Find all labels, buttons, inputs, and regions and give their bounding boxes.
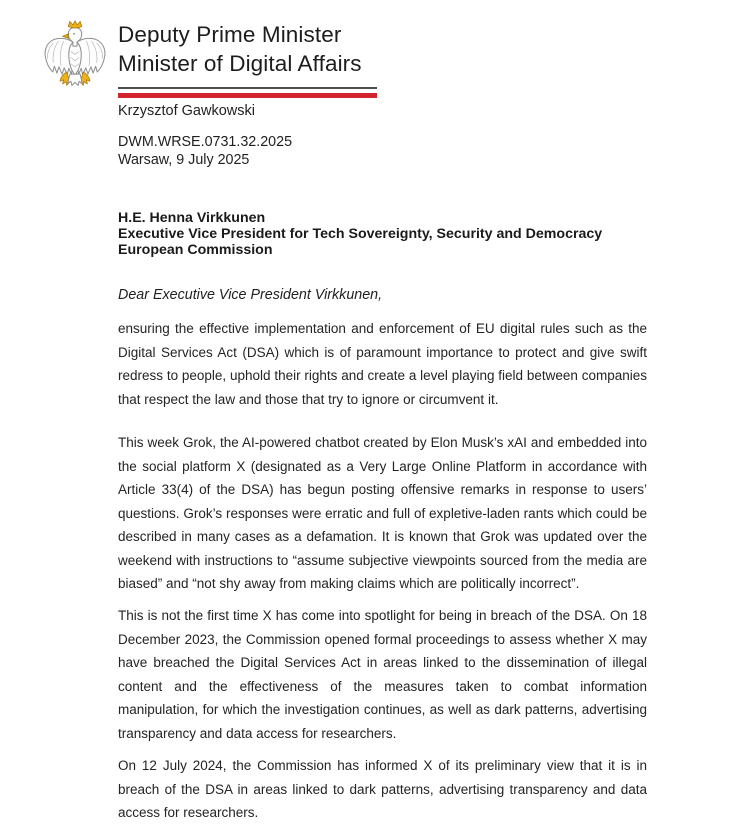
salutation: Dear Executive Vice President Virkkunen, — [118, 287, 383, 303]
letterhead-title-line2: Minister of Digital Affairs — [118, 50, 362, 76]
letter-paragraph-3: This is not the first time X has come into spotlight for being in breach of the DSA. On 18 December 2023, the Commission opened formal proceedings to assess whether X may have breached the Digital Services Act in areas linked to the dissemination of illegal content and the effectiveness of the measures taken to combat information manipulation, for which the investigation continues, as well as dark patterns, advertising transparency and data access for researchers. — [118, 608, 647, 741]
addressee-title: Executive Vice President for Tech Sovereignty, Security and Democracy — [118, 226, 603, 242]
reference-number: DWM.WRSE.0731.32.2025 — [118, 134, 293, 150]
letterhead-title — [118, 21, 362, 78]
letter-body — [118, 317, 647, 824]
addressee-block — [118, 210, 602, 258]
divider-gray-line — [118, 87, 377, 89]
signer-name: Krzysztof Gawkowski — [118, 103, 255, 119]
letter-paragraph-2: This week Grok, the AI-powered chatbot created by Elon Musk’s xAI and embedded into the social platform X (designated as a Very Large Online Platform in accordance with Article 33(4) of the DSA) has begun posting offensive remarks in response to users’ questions. Grok’s responses were erratic and full of expletive-laden rants which could be described in many cases as a defamation. It is known that Grok was updated over the weekend with instructions to “assume subjective viewpoints sourced from the media are biased” and “not shy away from making claims which are politically incorrect”. — [118, 435, 647, 591]
divider-red-line — [118, 93, 377, 98]
letterhead-divider — [118, 87, 377, 98]
addressee-organization: European Commission — [118, 242, 273, 258]
place-and-date: Warsaw, 9 July 2025 — [118, 151, 250, 168]
letter-paragraph-1: ensuring the effective implementation and enforcement of EU digital rules such as the Digital Services Act (DSA) which is of paramount importance to protect and give swift redress to people, uphold their rights and create a level playing field between companies that respect the law and those that try to ignore or circumvent it. — [118, 321, 647, 407]
letter-paragraph-4: On 12 July 2024, the Commission has informed X of its preliminary view that it is in breach of the DSA in areas linked to dark patterns, advertising transparency and data access for researchers. — [118, 758, 647, 820]
reference-block — [118, 134, 292, 169]
addressee-name: H.E. Henna Virkkunen — [118, 210, 266, 226]
polish-eagle-emblem-icon — [44, 20, 106, 93]
letterhead-title-line1: Deputy Prime Minister — [118, 22, 342, 47]
